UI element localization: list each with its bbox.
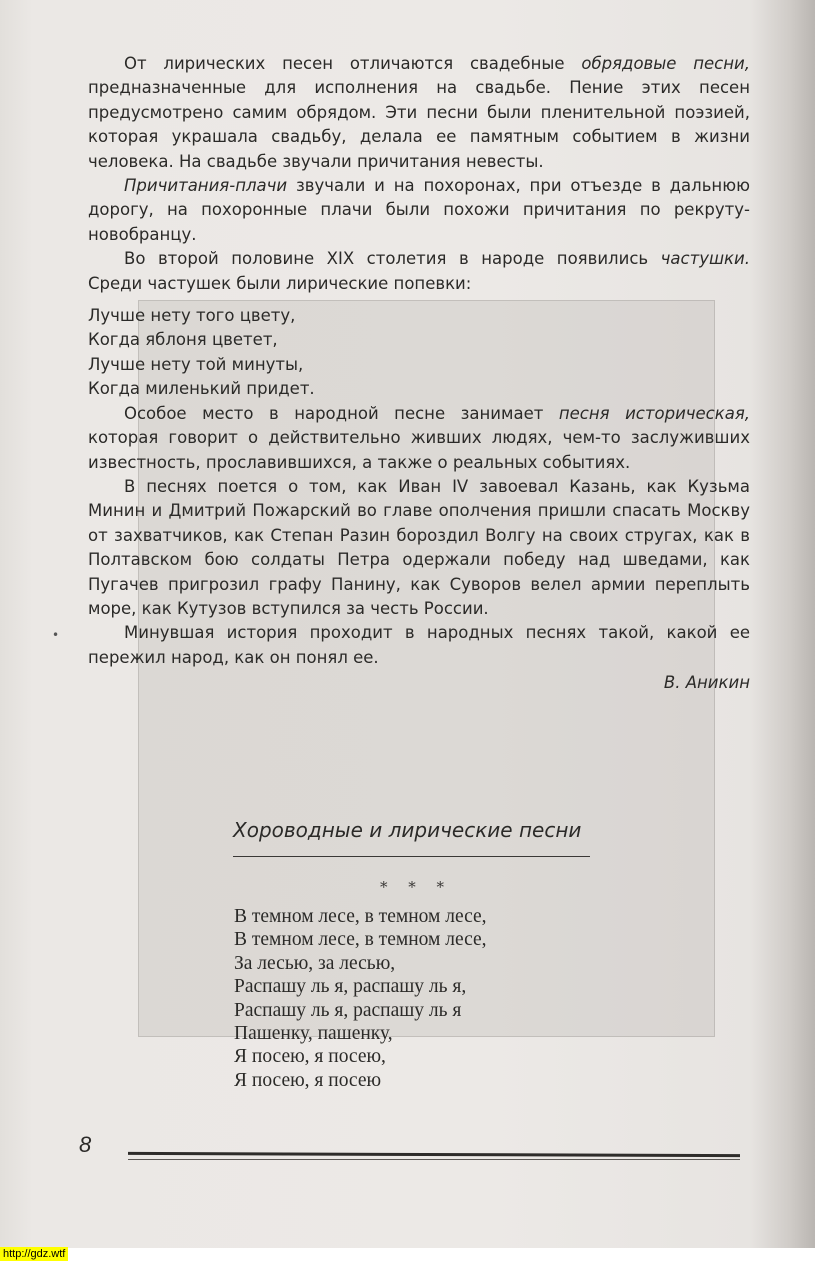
section-title: Хороводные и лирические песни [233, 818, 582, 842]
text-span: звучали и на похоронах, при отъезде в дальнюю дорогу, на похоронные плачи были похожи причитания по рекруту-новобранцу. [88, 176, 750, 244]
text-span: которая говорит о действительно живших людях, чем-то заслуживших известность, прославившихся, а также о реальных событиях. [88, 428, 750, 472]
emphasis-term: частушки. [660, 249, 750, 269]
emphasis-term: Причитания-плачи [124, 176, 288, 196]
section-underline [233, 856, 590, 857]
watermark-link[interactable]: http://gdz.wtf [0, 1247, 68, 1261]
text-span: Особое место в народной песне занимает [124, 403, 559, 423]
paragraph-history-events: В песнях поется о том, как Иван IV завоевал Казань, как Кузьма Минин и Дмитрий Пожарский во главе ополчения пришли спасать Москву от захватчиков, как Степан Разин бороздил Волгу на своих стругах, как в Полтавском бою солдаты Петра одержали победу над шведами, как Пугачев пригрозил графу Панину, как Суворов велел армии переплыть море, как Кутузов вступился за честь России. [88, 476, 750, 618]
emphasis-term: песня историческая, [558, 403, 751, 423]
poem-line: Пашенку, пашенку, [234, 1023, 393, 1045]
text-span: Во второй половине XIX столетия в народе появились [124, 249, 661, 269]
paragraph-laments [88, 174, 750, 247]
paragraph-conclusion: Минувшая история проходит в народных песнях такой, какой ее пережил народ, как он понял ее. [88, 623, 750, 667]
verse-line: Лучше нету той минуты, [88, 354, 304, 374]
paragraph-chastushki [88, 247, 750, 296]
poem-line: Распашу ль я, распашу ль я [234, 999, 462, 1021]
asterism: * * * [380, 878, 453, 896]
paragraph-ritual-songs [88, 52, 750, 174]
poem-line: За лесью, за лесью, [234, 952, 396, 974]
poem-line: Я посею, я посею [234, 1069, 382, 1091]
text-span: Среди частушек были лирические попевки: [88, 273, 472, 293]
verse-line: Лучше нету того цвету, [88, 306, 296, 326]
text-span: предназначенные для исполнения на свадьбе. Пение этих песен предусмотрено самим обрядом. Эти песни были пленительной поэзией, которая украшала свадьбу, делала ее памятным событием в жизни человека. На свадьбе звучали причитания невесты. [88, 78, 750, 171]
paragraph-historical-song [88, 402, 750, 475]
folk-song-poem [234, 905, 487, 1092]
emphasis-term: обрядовые песни, [581, 54, 750, 73]
poem-line: Я посею, я посею, [234, 1046, 386, 1068]
article-text [88, 52, 750, 696]
poem-line: Распашу ль я, распашу ль я, [234, 976, 467, 998]
poem-line: В темном лесе, в темном лесе, [234, 929, 487, 951]
text-span: От лирических песен отличаются свадебные [124, 54, 582, 73]
verse-line: Когда миленький придет. [88, 379, 315, 399]
author-signature: В. Аникин [663, 673, 750, 693]
verse-line: Когда яблоня цветет, [88, 330, 278, 350]
poem-line: В темном лесе, в темном лесе, [234, 906, 487, 927]
margin-mark: • [52, 628, 60, 642]
page-number: 8 [79, 1132, 92, 1157]
footer-rule [128, 1152, 740, 1157]
footer-rule-thin [128, 1159, 740, 1160]
